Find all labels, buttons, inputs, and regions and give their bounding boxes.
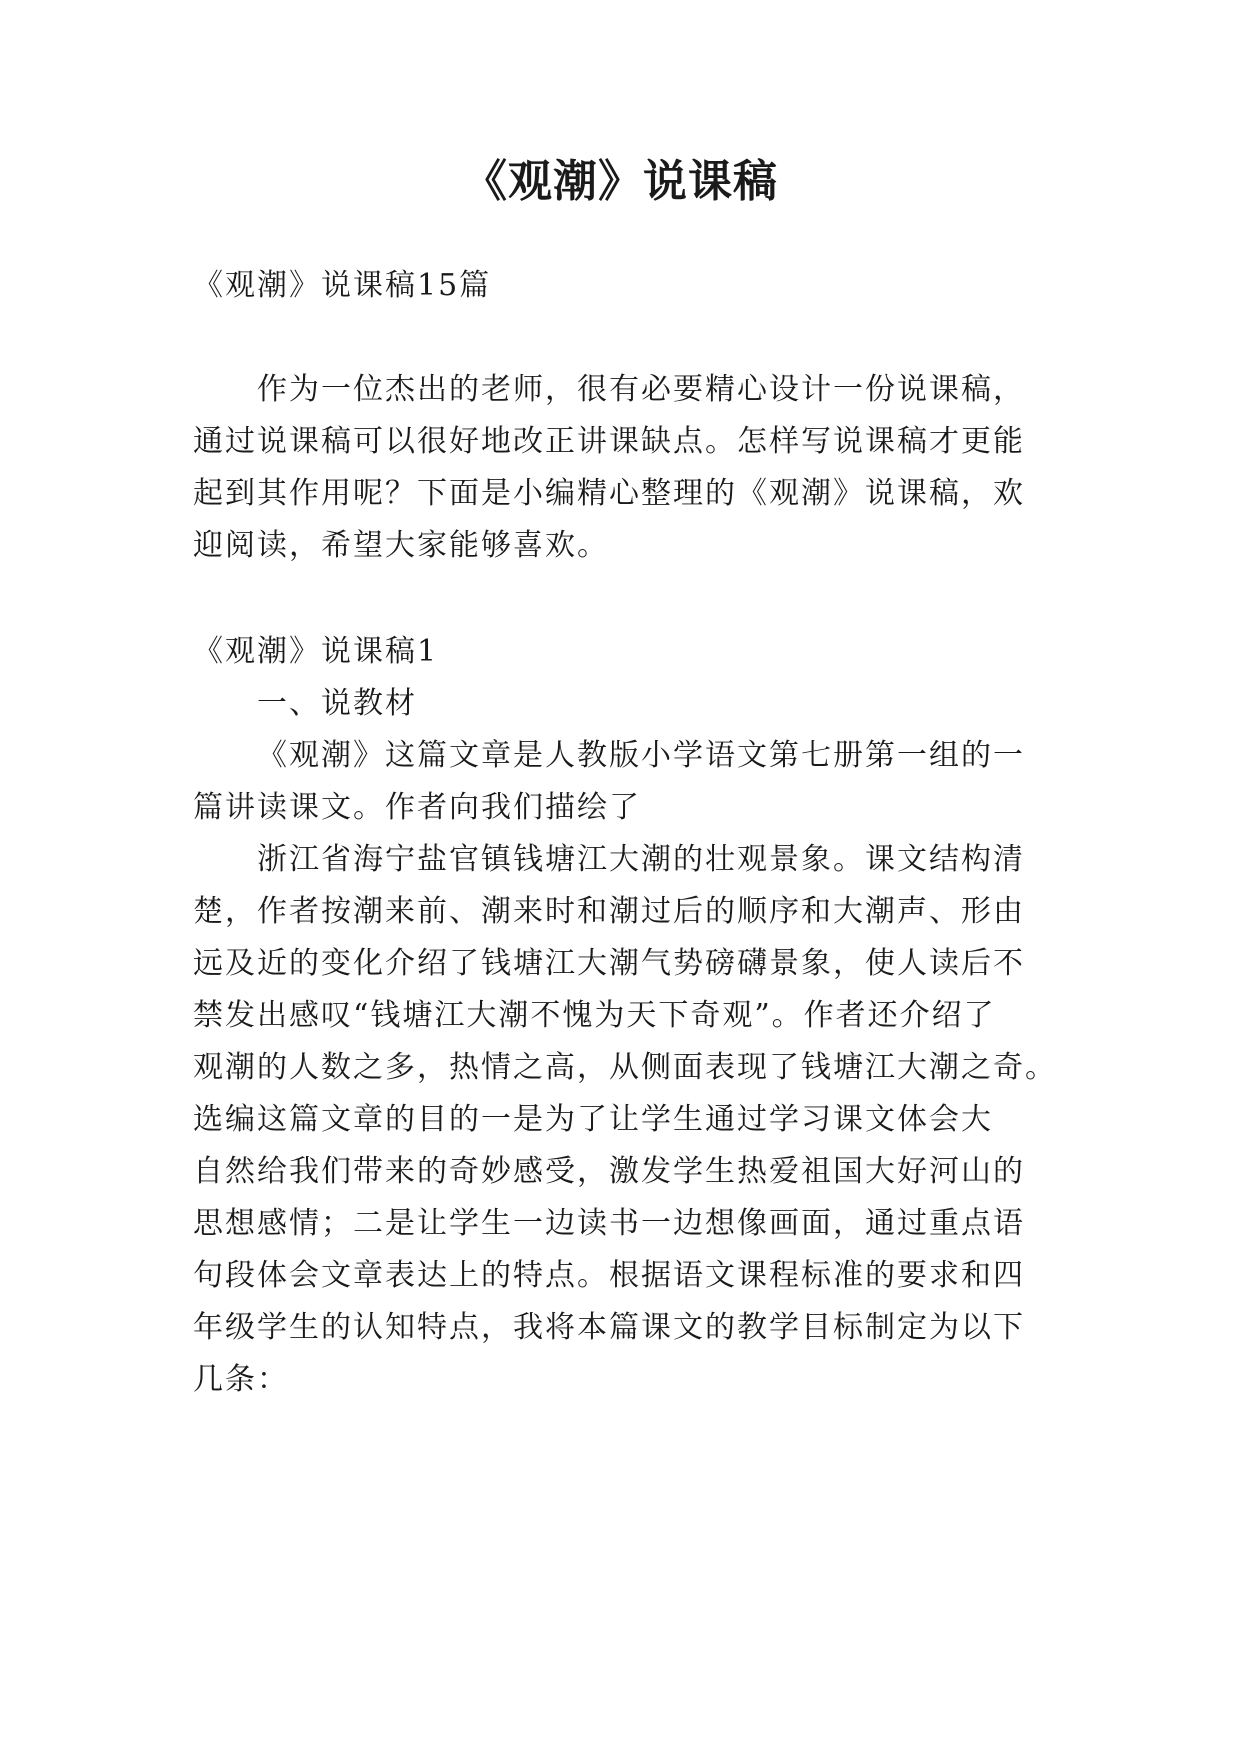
para2-line-5: 观潮的人数之多，热情之高，从侧面表现了钱塘江大潮之奇。 [193,1050,1057,1085]
intro-line-2: 通过说课稿可以很好地改正讲课缺点。怎样写说课稿才更能 [193,424,1025,459]
para2-line-6: 选编这篇文章的目的一是为了让学生通过学习课文体会大 [193,1102,993,1137]
para2-line-1: 浙江省海宁盐官镇钱塘江大潮的壮观景象。课文结构清 [257,842,1025,877]
para2-line-7: 自然给我们带来的奇妙感受，激发学生热爱祖国大好河山的 [193,1154,1025,1189]
intro-line-4: 迎阅读，希望大家能够喜欢。 [193,528,609,563]
document-title: 《观潮》说课稿 [463,156,778,207]
intro-line-3: 起到其作用呢？下面是小编精心整理的《观潮》说课稿，欢 [193,476,1025,511]
intro-line-1: 作为一位杰出的老师，很有必要精心设计一份说课稿， [257,372,1025,407]
section-heading: 《观潮》说课稿1 [193,634,439,669]
para2-line-9: 句段体会文章表达上的特点。根据语文课程标准的要求和四 [193,1258,1025,1293]
sub-heading: 一、说教材 [257,686,417,721]
para2-line-3: 远及近的变化介绍了钱塘江大潮气势磅礴景象，使人读后不 [193,946,1025,981]
document-subtitle: 《观潮》说课稿15篇 [193,268,492,303]
para2-line-10: 年级学生的认知特点，我将本篇课文的教学目标制定为以下 [193,1310,1025,1345]
para1-line-2: 篇讲读课文。作者向我们描绘了 [193,790,641,825]
para2-line-2: 楚，作者按潮来前、潮来时和潮过后的顺序和大潮声、形由 [193,894,1025,929]
para1-line-1: 《观潮》这篇文章是人教版小学语文第七册第一组的一 [257,738,1025,773]
para2-line-8: 思想感情；二是让学生一边读书一边想像画面，通过重点语 [193,1206,1025,1241]
para2-line-4: 禁发出感叹“钱塘江大潮不愧为天下奇观”。作者还介绍了 [193,998,996,1033]
para2-line-11: 几条： [193,1362,289,1397]
